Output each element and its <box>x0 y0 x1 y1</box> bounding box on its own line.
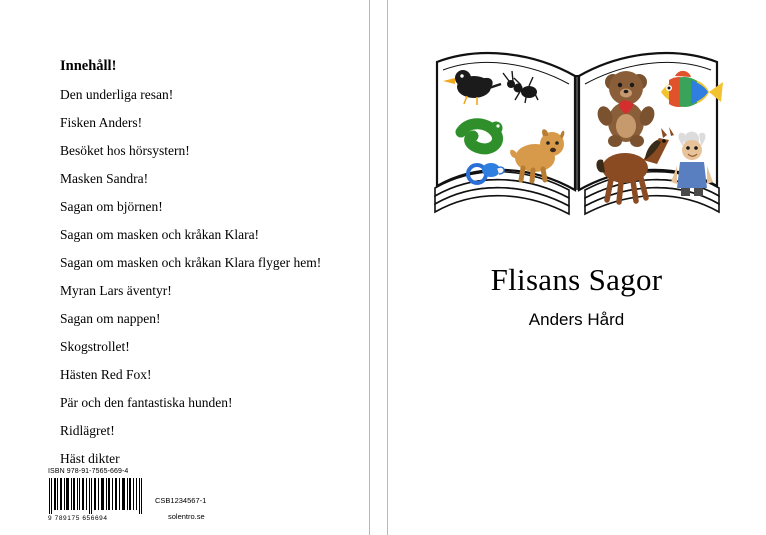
list-item: Hästen Red Fox! <box>60 367 152 382</box>
open-book-illustration <box>417 40 737 240</box>
list-item: Myran Lars äventyr! <box>60 283 172 298</box>
publisher-site: solentro.se <box>168 512 205 521</box>
list-item: Häst dikter <box>60 451 120 466</box>
list-item: Den underliga resan! <box>60 87 174 102</box>
list-item: Sagan om nappen! <box>60 311 161 326</box>
list-item: Sagan om masken och kråkan Klara flyger hem! <box>60 255 322 270</box>
author-name: Anders Hård <box>528 310 625 329</box>
list-item: Masken Sandra! <box>60 171 149 186</box>
table-of-contents <box>60 58 350 478</box>
spine-fold-left <box>369 0 370 535</box>
isbn-label: ISBN 978-91-7565-669-4 <box>48 468 129 475</box>
barcode-digits: 9 789175 656694 <box>48 515 108 522</box>
list-item: Besöket hos hörsystern! <box>60 143 190 158</box>
contents-heading: Innehåll! <box>60 58 117 74</box>
csb-code: CSB1234567-1 <box>155 496 207 505</box>
page-title: Flisans Sagor <box>490 262 663 297</box>
list-item: Fisken Anders! <box>60 115 143 130</box>
back-cover-panel <box>0 0 369 535</box>
list-item: Sagan om masken och kråkan Klara! <box>60 227 260 242</box>
front-cover-panel <box>387 0 766 535</box>
barcode-icon <box>48 478 144 514</box>
list-item: Sagan om björnen! <box>60 199 163 214</box>
isbn-barcode-block <box>48 468 168 522</box>
list-item: Ridlägret! <box>60 423 115 438</box>
list-item: Skogstrollet! <box>60 339 130 354</box>
list-item: Pär och den fantastiska hunden! <box>60 395 233 410</box>
